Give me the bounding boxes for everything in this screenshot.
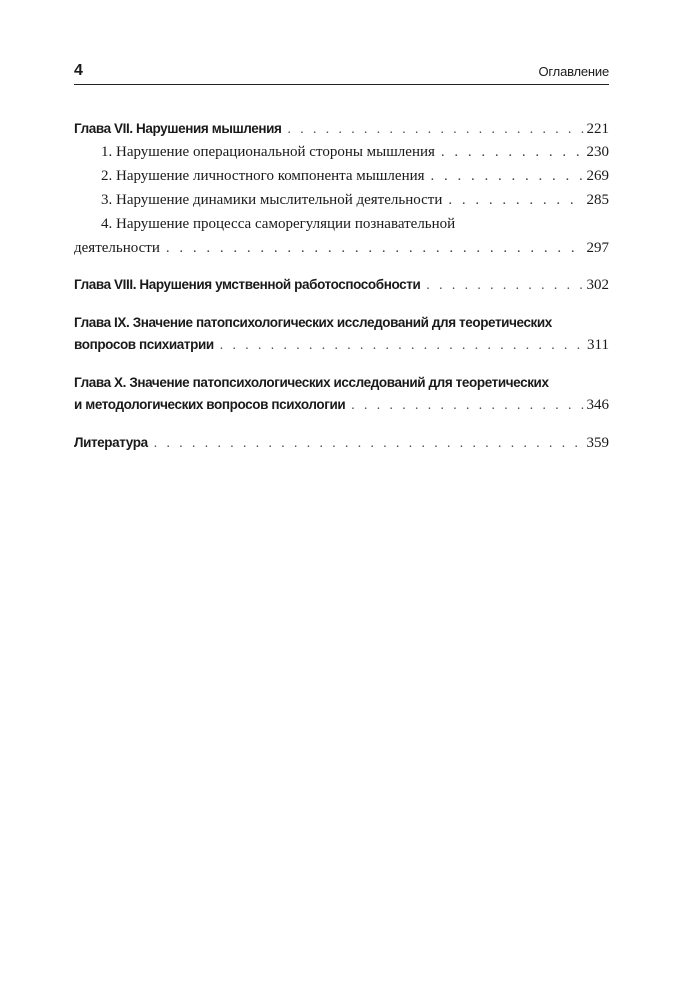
- dot-leader: [426, 274, 583, 296]
- toc-entry-chapter-10[interactable]: [74, 372, 609, 416]
- toc-entry-title: Литература: [74, 435, 148, 450]
- dot-leader: [448, 188, 583, 212]
- toc-literature-block: [74, 432, 609, 454]
- table-of-contents: [74, 118, 609, 468]
- toc-chapter-8-block: [74, 274, 609, 296]
- toc-entry-literature[interactable]: [74, 432, 609, 454]
- toc-entry-page: 359: [586, 435, 609, 451]
- toc-entry-page: 221: [586, 121, 609, 137]
- toc-entry-page: 230: [586, 144, 609, 160]
- dot-leader: [351, 394, 583, 416]
- toc-entry-title: 3. Нарушение динамики мыслительной деятельности: [101, 192, 443, 208]
- toc-entry-line2: [74, 394, 609, 416]
- toc-entry-line2: [74, 334, 609, 356]
- toc-entry-chapter-8[interactable]: [74, 274, 609, 296]
- toc-entry-title-line1: 4. Нарушение процесса саморегуляции познавательной: [101, 216, 456, 232]
- dot-leader: [431, 164, 584, 188]
- toc-entry-title: 1. Нарушение операциональной стороны мышления: [101, 144, 435, 160]
- toc-chapter-7-block: [74, 118, 609, 260]
- dot-leader: [288, 118, 584, 140]
- toc-entry-chapter-7[interactable]: [74, 118, 609, 140]
- toc-entry-page: 285: [586, 192, 609, 208]
- toc-entry-section-7-3[interactable]: [74, 188, 609, 212]
- toc-entry-section-7-2[interactable]: [74, 164, 609, 188]
- toc-entry-page: 346: [586, 397, 609, 413]
- toc-entry-section-7-1[interactable]: [74, 140, 609, 164]
- toc-entry-title-line2: и методологических вопросов психологии: [74, 397, 346, 412]
- toc-entry-page: 302: [586, 277, 609, 293]
- dot-leader: [154, 432, 584, 454]
- toc-entry-title-line2: деятельности: [74, 240, 160, 256]
- toc-entry-page: 311: [587, 337, 609, 353]
- toc-entry-page: 297: [586, 240, 609, 256]
- running-title: Оглавление: [538, 64, 609, 79]
- toc-entry-chapter-9[interactable]: [74, 312, 609, 356]
- toc-entry-title-line1: Глава X. Значение патопсихологических исследований для теоретических: [74, 375, 549, 390]
- dot-leader: [441, 140, 584, 164]
- toc-entry-line2: [74, 236, 609, 260]
- toc-entry-title-line2: вопросов психиатрии: [74, 337, 214, 352]
- toc-entry-title: Глава VII. Нарушения мышления: [74, 121, 282, 136]
- toc-entry-title: Глава VIII. Нарушения умственной работоспособности: [74, 277, 421, 292]
- dot-leader: [166, 236, 584, 260]
- page-number: 4: [74, 62, 83, 79]
- toc-entry-title: 2. Нарушение личностного компонента мышления: [101, 168, 425, 184]
- toc-entry-section-7-4[interactable]: [74, 212, 609, 260]
- page-header: [74, 60, 609, 85]
- toc-entry-page: 269: [586, 168, 609, 184]
- dot-leader: [220, 334, 584, 356]
- toc-entry-title-line1: Глава IX. Значение патопсихологических исследований для теоретических: [74, 315, 552, 330]
